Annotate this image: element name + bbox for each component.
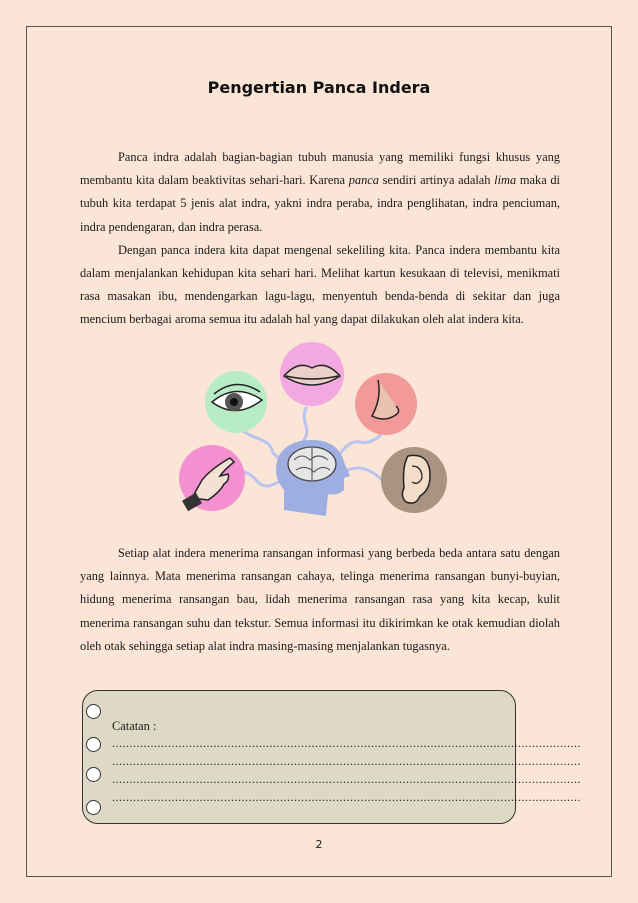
mouth-bubble (280, 342, 344, 406)
note-line[interactable]: ...................................................................................................................................... (112, 754, 581, 768)
note-label: Catatan : (112, 719, 157, 733)
binder-ring (86, 737, 101, 752)
binder-ring (86, 767, 101, 782)
ear-bubble (381, 447, 447, 513)
paragraph-3: Setiap alat indera menerima ransangan informasi yang berbeda beda antara satu dengan yang lainnya. Mata menerima ransangan cahaya, telinga menerima ransangan bunyi-buyian, hidung menerima ransangan bau, lidah menerima ransangan rasa yang kita kecap, kulit menerima ransangan suhu dan tekstur. Semua informasi itu dikirimkan ke otak kemudian diolah oleh otak sehingga setiap alat indra masing-masing menjalankan tugasnya. (80, 546, 560, 653)
senses-explanation (80, 542, 560, 658)
note-line[interactable]: ...................................................................................................................................... (112, 772, 581, 786)
intro-text (80, 146, 560, 332)
eye-bubble (205, 371, 267, 433)
head-brain (276, 440, 350, 516)
page-title: Pengertian Panca Indera (207, 78, 431, 97)
note-line[interactable]: ...................................................................................................................................... (112, 736, 581, 750)
hand-bubble (179, 445, 245, 511)
paragraph-1: Panca indra adalah bagian-bagian tubuh manusia yang memiliki fungsi khusus yang membantu kita dalam beaktivitas sehari-hari. Karena panca sendiri artinya adalah lima maka di tubuh kita terdapat 5 jenis alat indra, yakni indra peraba, indra penglihatan, indra penciuman, indra pendengaran, dan indra perasa. (80, 150, 561, 234)
binder-ring (86, 800, 101, 815)
binder-ring (86, 704, 101, 719)
note-line[interactable]: ...................................................................................................................................... (112, 790, 581, 804)
paragraph-2: Dengan panca indera kita dapat mengenal sekeliling kita. Panca indera membantu kita dalam menjalankan kehidupan kita sehari hari. Melihat kartun kesukaan di televisi, menikmati rasa masakan ibu, mendengarkan lagu-lagu, menyentuh benda-benda di sekitar dan juga mencium berbagai aroma semua itu adalah hal yang dapat dilakukan oleh alat indera kita. (80, 242, 560, 327)
page-number: 2 (315, 838, 323, 851)
nose-bubble (355, 373, 417, 435)
five-senses-illustration (172, 340, 462, 530)
